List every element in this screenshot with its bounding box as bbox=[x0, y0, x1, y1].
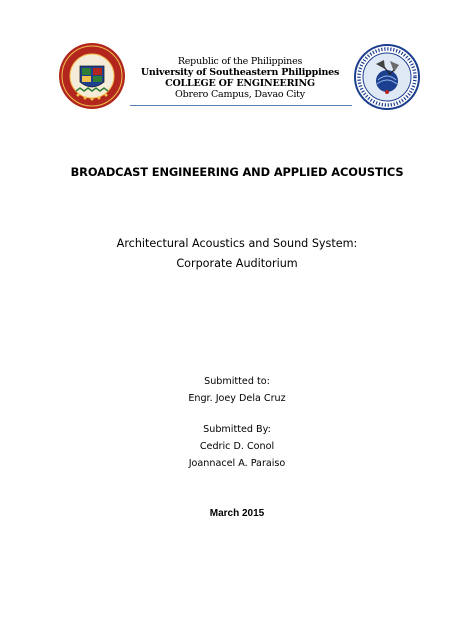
submitted-to-block bbox=[0, 373, 474, 407]
project-title-line-1: Architectural Acoustics and Sound System: bbox=[116, 237, 358, 250]
campus-address: Obrero Campus, Davao City bbox=[175, 89, 305, 100]
college-of-engineering-seal-icon bbox=[354, 44, 420, 110]
submitted-to-label: Submitted to: bbox=[204, 376, 270, 387]
author-name: Cedric D. Conol bbox=[199, 441, 275, 452]
country-line: Republic of the Philippines bbox=[177, 56, 303, 67]
submitted-by-label: Submitted By: bbox=[203, 424, 271, 435]
university-seal-icon bbox=[58, 42, 126, 110]
instructor-name: Engr. Joey Dela Cruz bbox=[188, 393, 286, 404]
submission-date: March 2015 bbox=[209, 508, 265, 519]
author-name: Joannacel A. Paraiso bbox=[188, 458, 286, 469]
university-name: University of Southeastern Philippines bbox=[140, 67, 340, 78]
letterhead-divider bbox=[130, 105, 352, 106]
letterhead-text bbox=[130, 56, 350, 100]
course-title: BROADCAST ENGINEERING AND APPLIED ACOUSTICS bbox=[70, 165, 404, 179]
project-title-line-2: Corporate Auditorium bbox=[176, 257, 298, 270]
submitted-by-block bbox=[0, 421, 474, 472]
letterhead bbox=[58, 42, 420, 112]
project-title bbox=[0, 234, 474, 274]
college-name: COLLEGE OF ENGINEERING bbox=[165, 78, 315, 89]
